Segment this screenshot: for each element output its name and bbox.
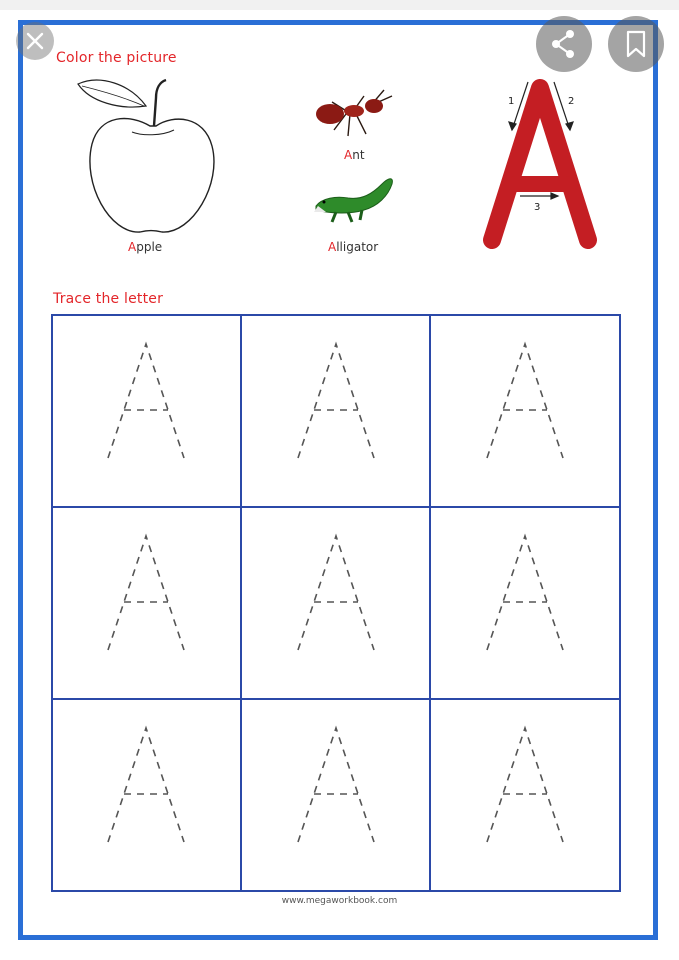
close-button[interactable] — [16, 22, 54, 60]
trace-letter-a — [298, 536, 374, 650]
share-button[interactable] — [536, 16, 592, 72]
stroke-number-2: 2 — [568, 96, 575, 107]
stroke-number-3: 3 — [534, 202, 541, 213]
trace-letter-a — [487, 344, 563, 458]
trace-heading: Trace the letter — [53, 291, 164, 307]
bookmark-button[interactable] — [608, 16, 664, 72]
apple-caption: Apple — [128, 240, 163, 254]
bookmark-icon — [608, 16, 664, 72]
share-icon — [536, 16, 592, 72]
trace-letter-a — [298, 344, 374, 458]
trace-letter-a — [108, 536, 184, 650]
trace-letter-a — [108, 344, 184, 458]
trace-letter-a — [298, 728, 374, 842]
color-heading: Color the picture — [56, 50, 177, 66]
alligator-caption: Alligator — [328, 240, 379, 254]
trace-letter-a — [108, 728, 184, 842]
trace-letter-a — [487, 536, 563, 650]
ant-caption: Ant — [344, 148, 365, 162]
trace-letter-a — [487, 728, 563, 842]
stroke-number-1: 1 — [508, 96, 515, 107]
close-icon — [16, 22, 54, 60]
footer-url: www.megaworkbook.com — [281, 896, 398, 906]
